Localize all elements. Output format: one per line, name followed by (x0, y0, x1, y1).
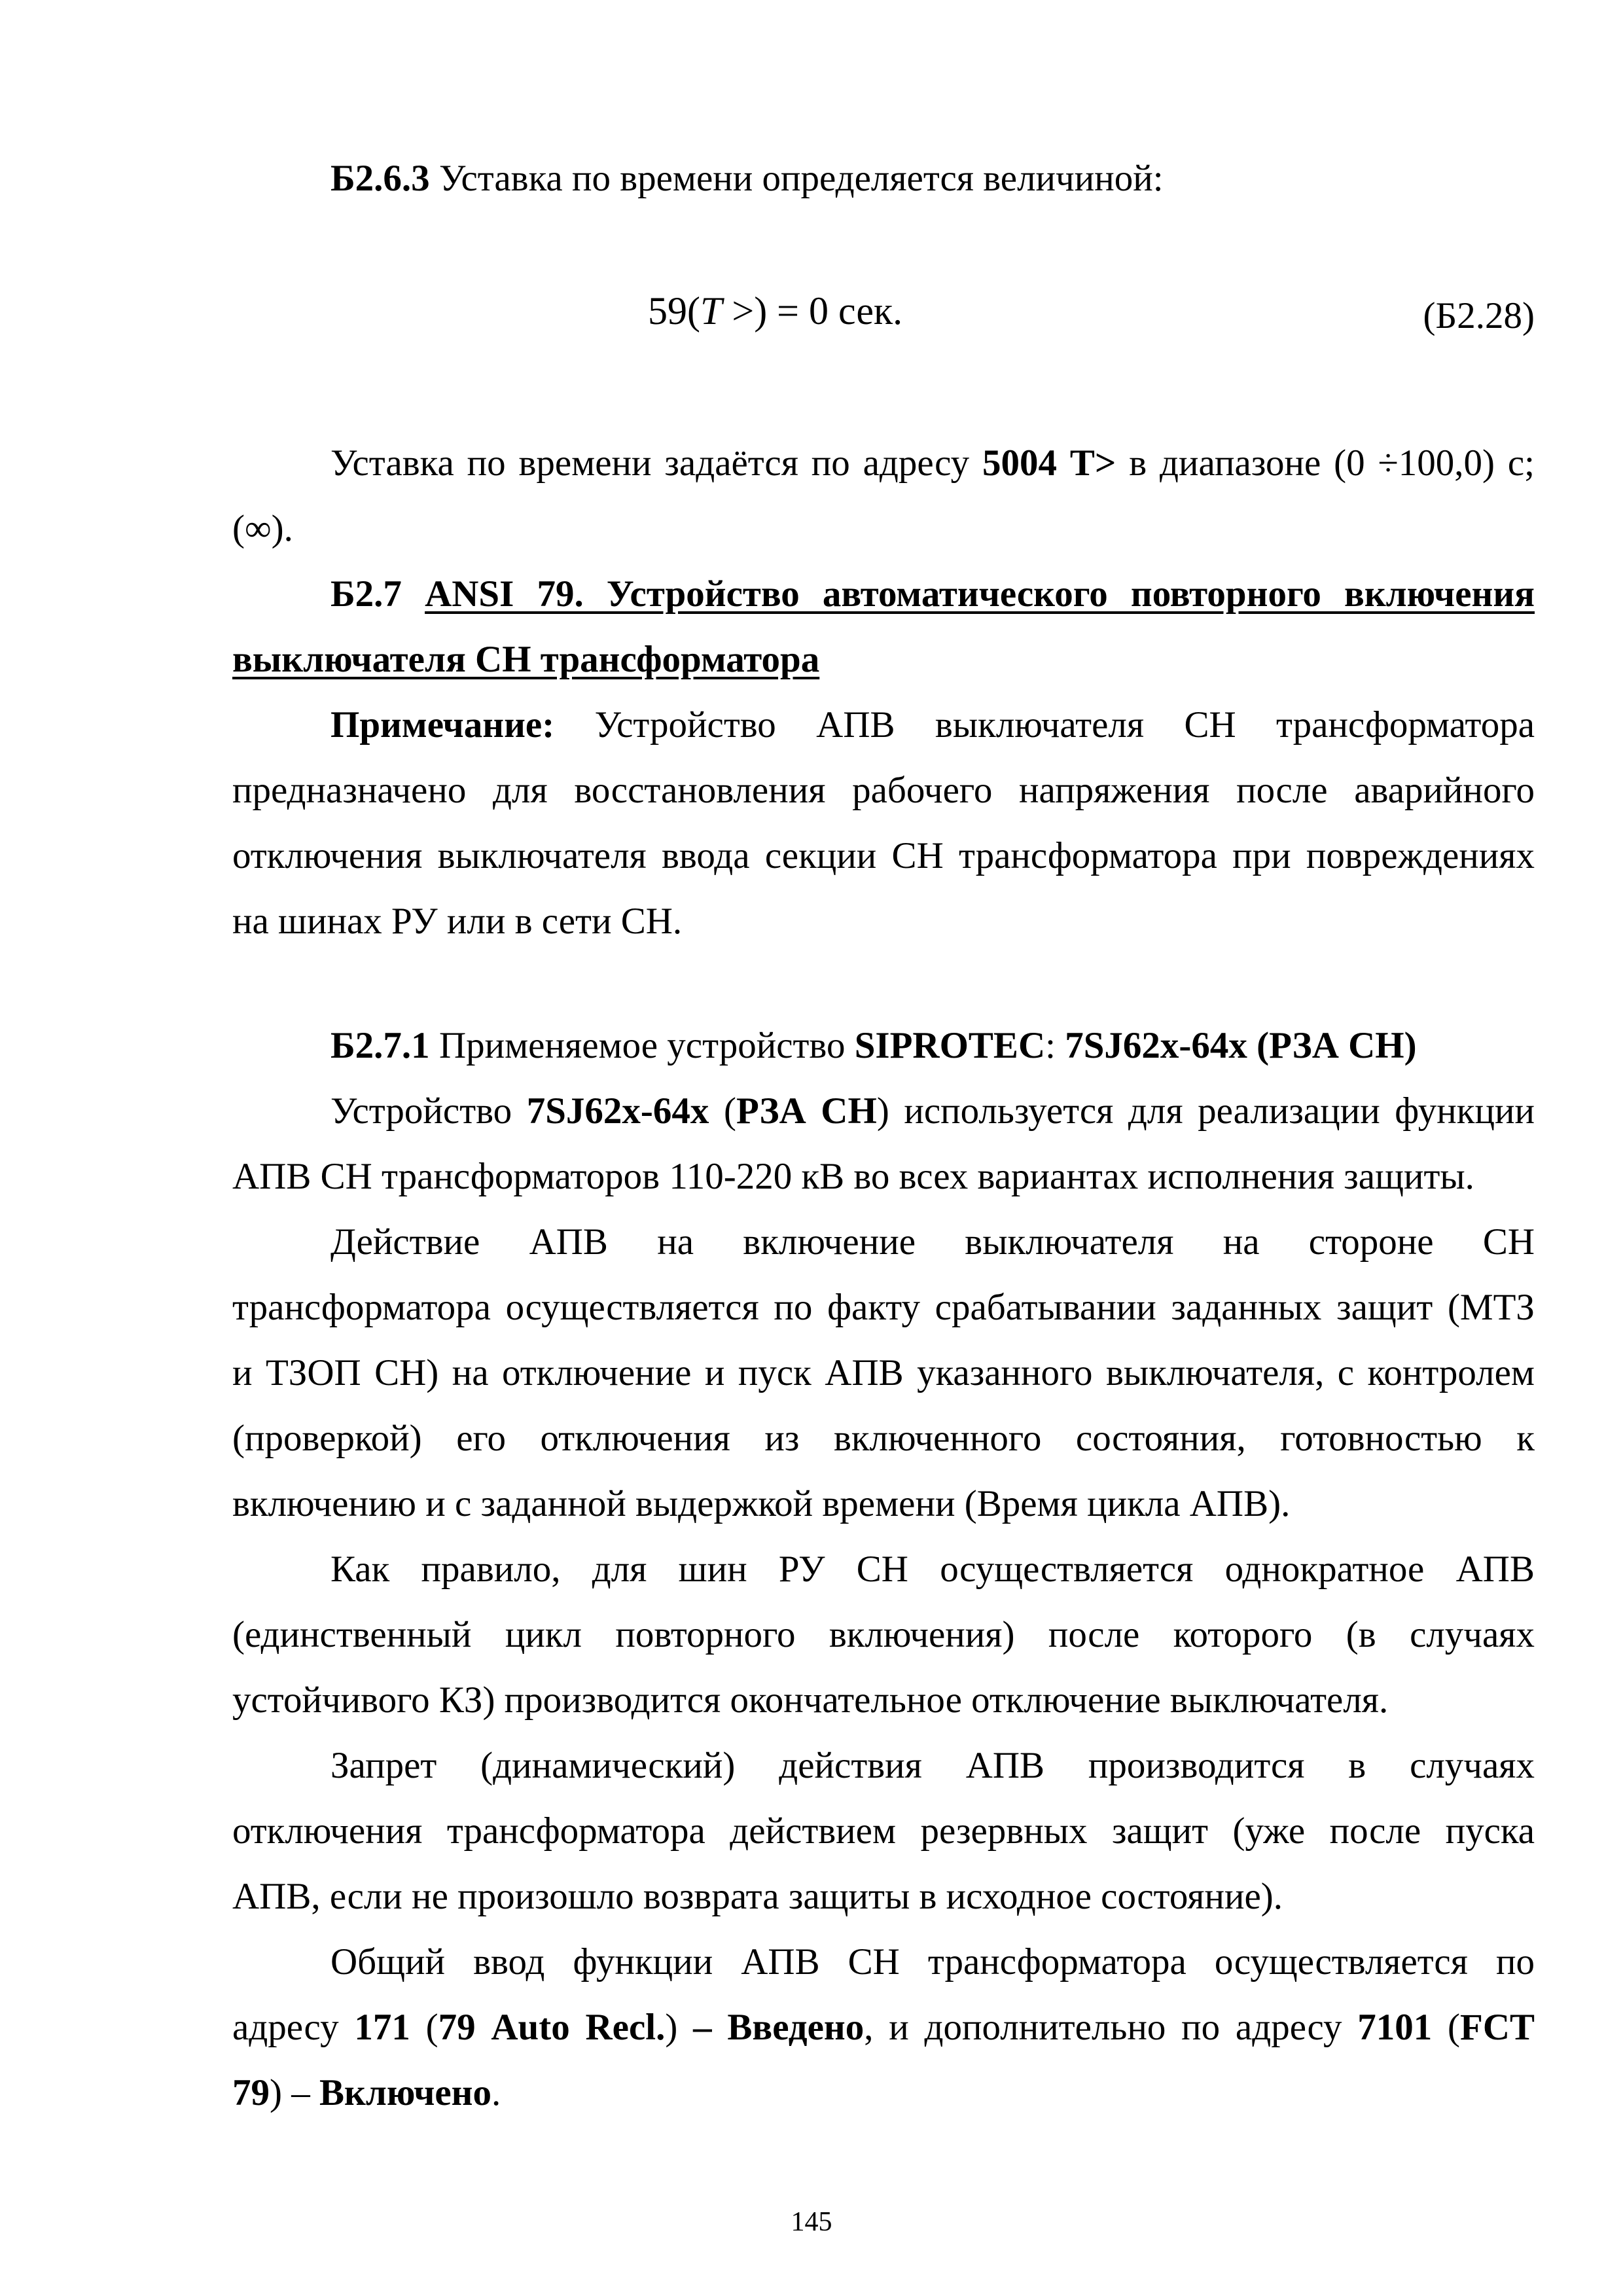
device-text-start: Устройство (330, 1090, 527, 1132)
general-address-word: адресу (232, 2007, 355, 2048)
device-rza: РЗА СН (736, 1090, 877, 1132)
general-period: . (491, 2072, 501, 2113)
action-line4: (проверкой) его отключения из включенного состояния, готовностью к (232, 1418, 1535, 1459)
general-line2 (232, 2006, 1535, 2049)
device-line2: АПВ СН трансформаторов 110-220 кВ во всех вариантах исполнения защиты. (232, 1156, 1474, 1197)
rule-line3: устойчивого КЗ) производится окончательное отключение выключателя. (232, 1679, 1389, 1721)
section-b271-colon: : (1045, 1025, 1065, 1066)
section-b263-heading (330, 157, 1535, 200)
setting-paragraph-line2: (∞). (232, 508, 293, 549)
device-text-end: ) используется для реализации функции (876, 1090, 1535, 1132)
note-line4: на шинах РУ или в сети СН. (232, 901, 683, 942)
action-line2: трансформатора осуществляется по факту срабатывании заданных защит (МТЗ (232, 1287, 1535, 1328)
setting-paragraph-line1 (330, 442, 1535, 485)
section-b271-device: 7SJ62x-64x (1065, 1025, 1247, 1066)
section-b271-text: Применяемое устройство (429, 1025, 855, 1066)
general-additionally: , и дополнительно по адресу (864, 2007, 1358, 2048)
formula-b228 (648, 288, 902, 334)
section-b263-number: Б2.6.3 (330, 158, 430, 199)
setting-address: 5004 T> (982, 442, 1116, 484)
device-open-paren: ( (709, 1090, 736, 1132)
section-b271-paren-device: (РЗА СН) (1257, 1025, 1417, 1066)
note-line1-text: Устройство АПВ выключателя СН трансформатора (554, 704, 1535, 745)
action-line5: включению и с заданной выдержкой времени (Время цикла АПВ). (232, 1483, 1291, 1524)
block-line3: АПВ, если не произошло возврата защиты в исходное состояние). (232, 1876, 1283, 1917)
page-number: 145 (791, 2207, 832, 2237)
general-fct-79: 79 (232, 2072, 270, 2113)
general-fct: FCT (1460, 2007, 1535, 2048)
general-line1: Общий ввод функции АПВ СН трансформатора осуществляется по (330, 1941, 1535, 1982)
section-b271-heading (330, 1024, 1535, 1067)
block-line1: Запрет (динамический) действия АПВ производится в случаях (330, 1745, 1535, 1786)
section-b27-title-line1: ANSI 79. Устройство автоматического повторного включения (425, 573, 1535, 615)
device-line1 (330, 1090, 1535, 1133)
general-address-171: 171 (354, 2007, 410, 2048)
formula-lhs-suffix: >) = 0 сек. (722, 289, 903, 332)
formula-var-t: T (700, 289, 722, 332)
section-b271-space (1247, 1025, 1257, 1066)
general-close-paren: ) (665, 2007, 694, 2048)
action-line1: Действие АПВ на включение выключателя на стороне СН (330, 1221, 1535, 1263)
note-line1 (330, 704, 1535, 747)
general-vklyucheno: Включено (319, 2072, 491, 2113)
section-b27-title-line2: выключателя СН трансформатора (232, 639, 820, 680)
general-open-paren: ( (410, 2007, 438, 2048)
general-vvedeno: – Введено (693, 2007, 865, 2048)
section-b27-number: Б2.7 (330, 573, 425, 615)
general-auto-recl: 79 Auto Recl. (438, 2007, 666, 2048)
block-line2: отключения трансформатора действием резервных защит (уже после пуска (232, 1810, 1535, 1852)
note-line3: отключения выключателя ввода секции СН трансформатора при повреждениях (232, 835, 1535, 876)
note-line2: предназначено для восстановления рабочего напряжения после аварийного (232, 770, 1535, 811)
section-b27-heading-line1 (330, 573, 1535, 616)
general-close-paren-dash: ) – (270, 2072, 319, 2113)
action-line3: и ТЗОП СН) на отключение и пуск АПВ указанного выключателя, с контролем (232, 1352, 1535, 1393)
rule-line1: Как правило, для шин РУ СН осуществляется однократное АПВ (330, 1549, 1535, 1590)
section-b271-number: Б2.7.1 (330, 1025, 430, 1066)
section-b27-heading-line2 (232, 638, 1535, 681)
setting-text-end: в диапазоне (0 ÷100,0) с; (1116, 442, 1535, 484)
rule-line2: (единственный цикл повторного включения) после которого (в случаях (232, 1614, 1535, 1655)
note-label: Примечание: (330, 704, 555, 745)
general-address-7101: 7101 (1357, 2007, 1433, 2048)
section-b271-brand: SIPROTEC (854, 1025, 1046, 1066)
section-b263-text: Уставка по времени определяется величиной: (429, 158, 1164, 199)
formula-b228-number: (Б2.28) (1423, 295, 1535, 336)
device-model: 7SJ62x-64x (526, 1090, 709, 1132)
setting-text-start: Уставка по времени задаётся по адресу (330, 442, 983, 484)
formula-lhs-prefix: 59( (648, 289, 700, 332)
general-open-paren-2: ( (1432, 2007, 1461, 2048)
general-line3 (232, 2072, 1535, 2115)
